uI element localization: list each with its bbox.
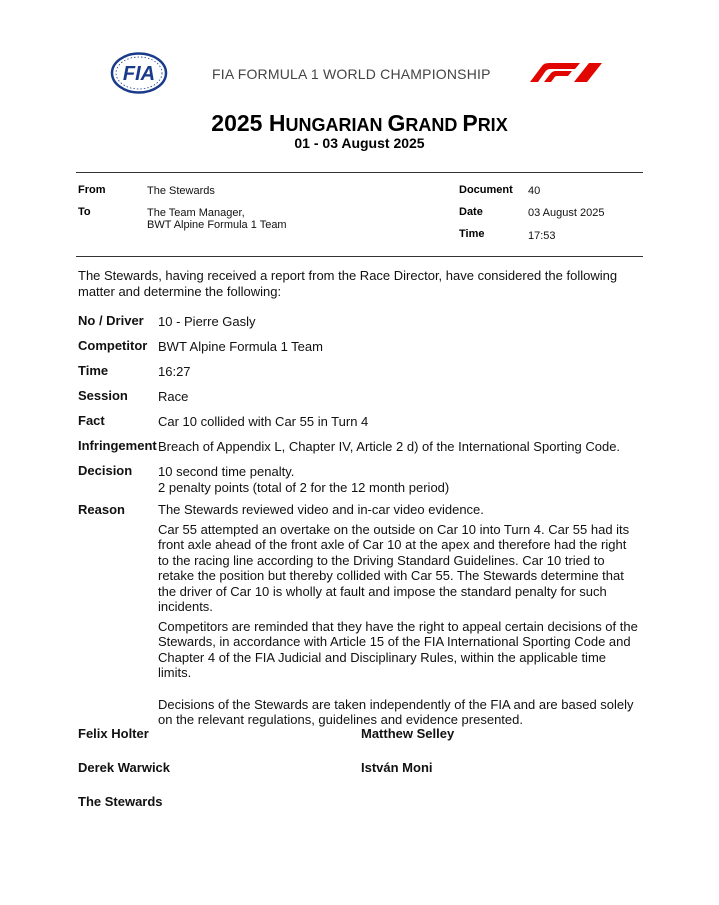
event-title-part: G xyxy=(387,110,406,136)
infringement-value: Breach of Appendix L, Chapter IV, Article 2 d) of the International Sporting Code. xyxy=(158,439,621,454)
decision-label: Decision xyxy=(78,463,133,478)
time-label: Time xyxy=(459,228,485,240)
document-value: 40 xyxy=(528,185,541,197)
reason-paragraph: Competitors are reminded that they have the right to appeal certain decisions of the Stewards, in accordance with Article 15 of the FIA International Sporting Code and Chapter 4 of the FIA Judicial and Disciplinary Rules, within the applicable time limits. xyxy=(158,618,638,680)
document-label: Document xyxy=(459,184,513,196)
reason-paragraph: Decisions of the Stewards are taken independently of the FIA and are based solely on the relevant regulations, guidelines and evidence presented. xyxy=(158,696,634,727)
event-title-part: RAND xyxy=(405,115,463,135)
from-label: From xyxy=(78,184,106,196)
steward-signature: István Moni xyxy=(361,760,433,775)
session-value: Race xyxy=(158,389,189,404)
to-label: To xyxy=(78,206,91,218)
reason-paragraph: The Stewards reviewed video and in-car video evidence. xyxy=(158,502,484,517)
reason-value xyxy=(158,502,638,728)
event-title xyxy=(0,110,719,137)
fact-label: Fact xyxy=(78,413,105,428)
championship-title: FIA FORMULA 1 WORLD CHAMPIONSHIP xyxy=(212,66,491,82)
event-title-part: P xyxy=(462,110,478,136)
competitor-value: BWT Alpine Formula 1 Team xyxy=(158,339,323,354)
fact-value: Car 10 collided with Car 55 in Turn 4 xyxy=(158,414,369,429)
driver-value: 10 - Pierre Gasly xyxy=(158,314,256,329)
fia-logo xyxy=(110,52,168,94)
steward-signature: Matthew Selley xyxy=(361,726,455,741)
decision-value xyxy=(158,464,638,495)
top-divider xyxy=(76,172,643,173)
steward-signature: Derek Warwick xyxy=(78,760,171,775)
to-value-line1: The Team Manager, xyxy=(147,207,245,219)
time-row-label: Time xyxy=(78,363,109,378)
reason-paragraph: Car 55 attempted an overtake on the outside on Car 10 into Turn 4. Car 55 had its front axle ahead of the front axle of Car 10 at the apex and therefore had the right to the racing line according to the Driving Standard Guidelines. Car 10 tried to retake the position but thereby collided with Car 55. The Stewards determine that the driver of Car 10 is wholly at fault and impose the standard penalty for such incidents. xyxy=(158,521,630,614)
to-value-line2: BWT Alpine Formula 1 Team xyxy=(147,219,287,231)
decision-line: 2 penalty points (total of 2 for the 12 month period) xyxy=(158,479,450,495)
session-label: Session xyxy=(78,388,128,403)
infringement-label: Infringement xyxy=(78,438,157,453)
event-title-part: 2025 H xyxy=(211,110,286,136)
decision-line: 10 second time penalty. xyxy=(158,464,295,479)
reason-label: Reason xyxy=(78,502,125,517)
competitor-label: Competitor xyxy=(78,338,148,353)
time-value: 17:53 xyxy=(528,230,556,242)
date-value: 03 August 2025 xyxy=(528,207,605,219)
stewards-footer: The Stewards xyxy=(78,794,163,809)
event-title-part: UNGARIAN xyxy=(285,115,388,135)
f1-logo xyxy=(524,62,604,84)
intro-text: The Stewards, having received a report from the Race Director, have considered the following matter and determine the following: xyxy=(78,268,618,299)
steward-signature: Felix Holter xyxy=(78,726,149,741)
date-label: Date xyxy=(459,206,483,218)
driver-label: No / Driver xyxy=(78,313,144,328)
time-row-value: 16:27 xyxy=(158,364,191,379)
event-dates: 01 - 03 August 2025 xyxy=(294,135,425,151)
bottom-divider xyxy=(76,256,643,257)
fia-logo-text: FIA xyxy=(122,63,156,85)
event-title-part: RIX xyxy=(477,115,508,135)
from-value: The Stewards xyxy=(147,185,215,197)
